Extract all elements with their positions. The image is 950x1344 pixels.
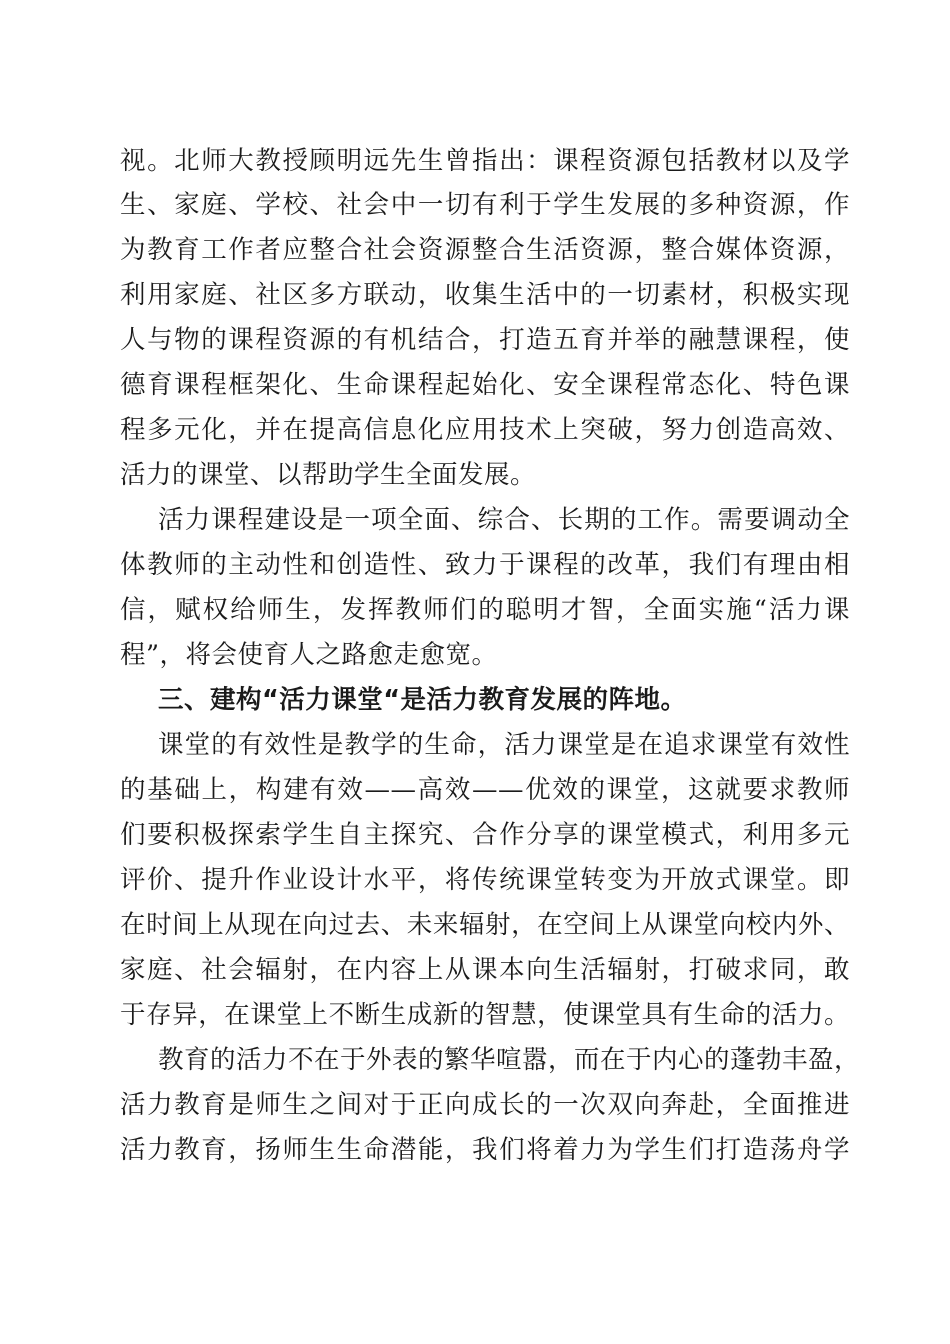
paragraph-line: 活力教育是师生之间对于正向成长的一次双向奔赴，全面推进 <box>120 1090 850 1120</box>
paragraph-line: 活力的课堂、以帮助学生全面发展。 <box>120 460 537 490</box>
paragraph-line: 程”，将会使育人之路愈走愈宽。 <box>120 640 498 670</box>
paragraph-line: 人与物的课程资源的有机结合，打造五育并举的融慧课程，使 <box>120 325 850 355</box>
section-heading: 三、建构“活力课堂“是活力教育发展的阵地。 <box>158 685 687 715</box>
paragraph-line: 活力课程建设是一项全面、综合、长期的工作。需要调动全 <box>158 505 850 535</box>
paragraph-line: 视。北师大教授顾明远先生曾指出：课程资源包括教材以及学 <box>120 146 850 176</box>
paragraph-line: 家庭、社会辐射，在内容上从课本向生活辐射，打破求同，敢 <box>120 955 850 985</box>
paragraph-line: 德育课程框架化、生命课程起始化、安全课程常态化、特色课 <box>120 370 850 400</box>
paragraph-line: 在时间上从现在向过去、未来辐射，在空间上从课堂向校内外、 <box>120 910 850 940</box>
paragraph-line: 生、家庭、学校、社会中一切有利于学生发展的多种资源，作 <box>120 190 850 220</box>
paragraph-line: 课堂的有效性是教学的生命，活力课堂是在追求课堂有效性 <box>158 730 850 760</box>
paragraph-line: 程多元化，并在提高信息化应用技术上突破，努力创造高效、 <box>120 415 850 445</box>
paragraph-line: 的基础上，构建有效——高效——优效的课堂，这就要求教师 <box>120 775 850 805</box>
paragraph-line: 体教师的主动性和创造性、致力于课程的改革，我们有理由相 <box>120 550 850 580</box>
paragraph-line: 利用家庭、社区多方联动，收集生活中的一切素材，积极实现 <box>120 280 850 310</box>
paragraph-line: 们要积极探索学生自主探究、合作分享的课堂模式，利用多元 <box>120 820 850 850</box>
paragraph-line: 为教育工作者应整合社会资源整合生活资源，整合媒体资源， <box>120 235 850 265</box>
paragraph-line: 于存异，在课堂上不断生成新的智慧，使课堂具有生命的活力。 <box>120 1000 850 1030</box>
paragraph-line: 教育的活力不在于外表的繁华喧嚣，而在于内心的蓬勃丰盈， <box>158 1045 861 1075</box>
paragraph-line: 信，赋权给师生，发挥教师们的聪明才智，全面实施“活力课 <box>120 595 850 625</box>
paragraph-line: 活力教育，扬师生生命潜能，我们将着力为学生们打造荡舟学 <box>120 1135 850 1165</box>
paragraph-line: 评价、提升作业设计水平，将传统课堂转变为开放式课堂。即 <box>120 865 850 895</box>
